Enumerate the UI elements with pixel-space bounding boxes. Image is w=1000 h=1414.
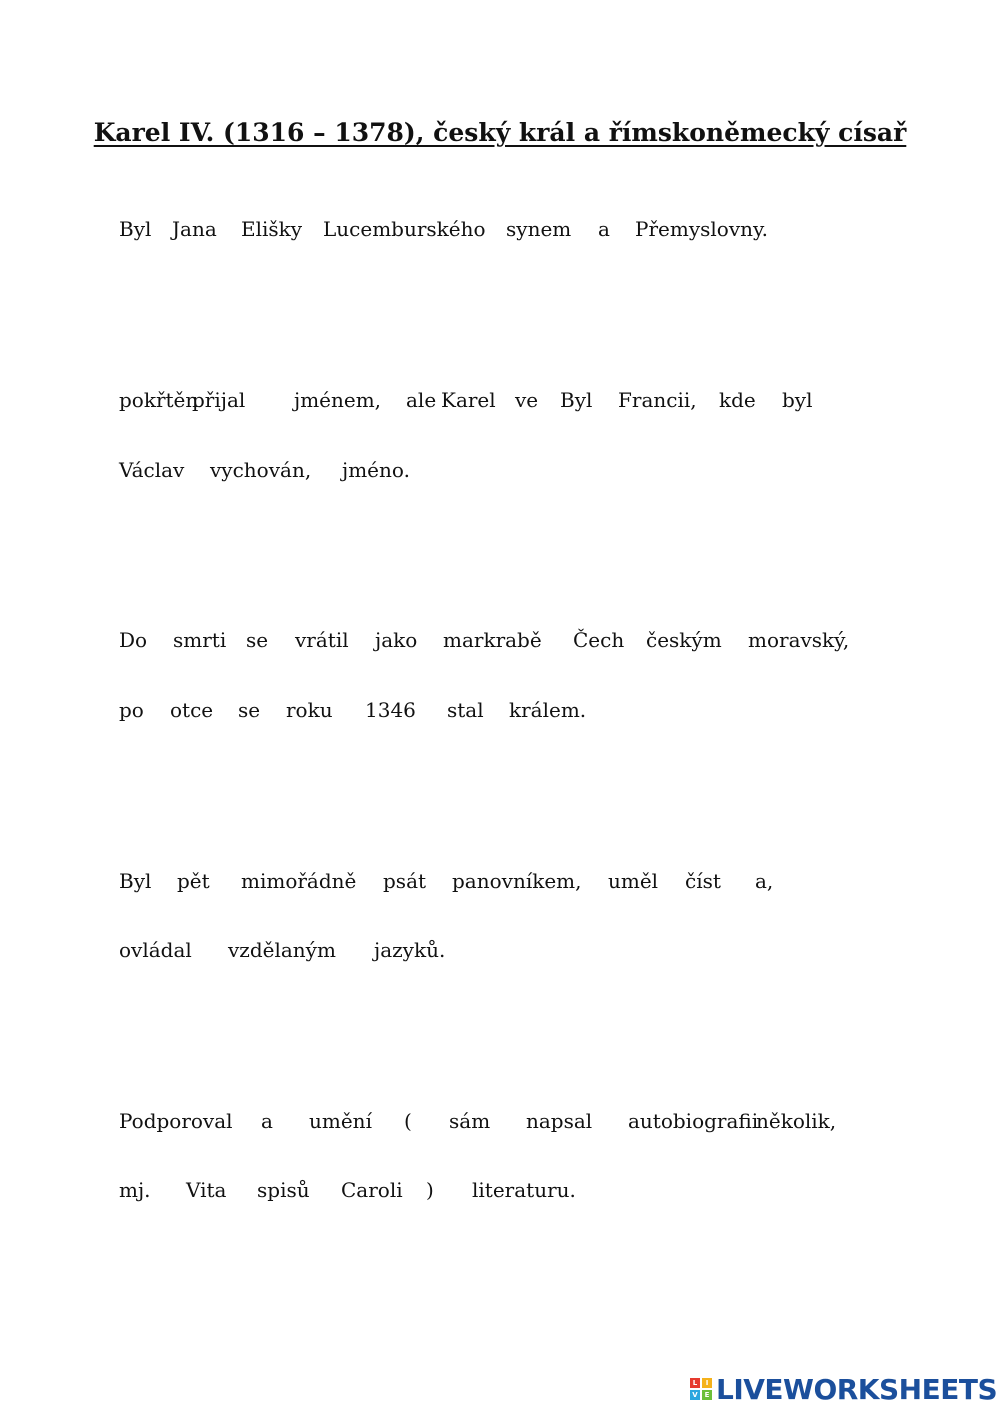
- text-line: [0, 1175, 1000, 1205]
- logo-block-e: E: [702, 1390, 712, 1400]
- word: jméno.: [342, 458, 410, 482]
- text-line: [0, 214, 1000, 244]
- word: Karel: [441, 388, 496, 412]
- word: ovládal: [119, 938, 192, 962]
- text-line: [0, 935, 1000, 965]
- word: sám: [449, 1109, 491, 1133]
- word: Byl: [119, 217, 152, 241]
- word: po: [119, 698, 144, 722]
- word: a: [261, 1109, 273, 1133]
- logo-block-l: L: [690, 1378, 700, 1388]
- word: se: [238, 698, 261, 722]
- logo-block-v: V: [690, 1390, 700, 1400]
- word: Byl: [119, 869, 152, 893]
- word: ): [426, 1178, 434, 1202]
- word: pět: [177, 869, 210, 893]
- text-line: [0, 385, 1000, 415]
- word: Francii,: [618, 388, 697, 412]
- word: jazyků.: [374, 938, 446, 962]
- word: se: [246, 628, 269, 652]
- word: několik,: [756, 1109, 837, 1133]
- logo-block-i: I: [702, 1378, 712, 1388]
- word: ale: [406, 388, 437, 412]
- word: roku: [286, 698, 333, 722]
- word: napsal: [526, 1109, 593, 1133]
- word: Václav: [119, 458, 185, 482]
- word: Lucemburského: [323, 217, 486, 241]
- logo-text: LIVEWORKSHEETS: [716, 1373, 998, 1406]
- word: Do: [119, 628, 148, 652]
- word: psát: [383, 869, 427, 893]
- word: přijal: [192, 388, 246, 412]
- word: synem: [506, 217, 572, 241]
- word: Čech: [573, 628, 625, 652]
- word: mimořádně: [241, 869, 357, 893]
- word: smrti: [173, 628, 227, 652]
- word: ve: [515, 388, 539, 412]
- word: umění: [309, 1109, 372, 1133]
- word: vychován,: [210, 458, 312, 482]
- word: kde: [719, 388, 756, 412]
- word: panovníkem,: [452, 869, 582, 893]
- word: Podporoval: [119, 1109, 233, 1133]
- word: 1346: [365, 698, 416, 722]
- word: vzdělaným: [228, 938, 336, 962]
- text-line: [0, 625, 1000, 655]
- word: pokřtěn: [119, 388, 199, 412]
- word: uměl: [608, 869, 659, 893]
- word: (: [404, 1109, 412, 1133]
- word: jménem,: [294, 388, 382, 412]
- word: jako: [375, 628, 418, 652]
- word: Caroli: [341, 1178, 403, 1202]
- page-title: Karel IV. (1316 – 1378), český král a římskoněmecký císař: [93, 118, 907, 147]
- text-line: [0, 1106, 1000, 1136]
- word: Jana: [172, 217, 217, 241]
- word: otce: [170, 698, 214, 722]
- word: českým: [646, 628, 722, 652]
- word: a,: [755, 869, 774, 893]
- word: moravský,: [748, 628, 850, 652]
- logo-blocks-icon: [690, 1378, 712, 1400]
- word: Elišky: [241, 217, 303, 241]
- word: spisů: [257, 1178, 310, 1202]
- text-line: [0, 455, 1000, 485]
- word: Byl: [560, 388, 593, 412]
- word: králem.: [509, 698, 587, 722]
- word: literaturu.: [472, 1178, 576, 1202]
- word: Vita: [186, 1178, 227, 1202]
- word: Přemyslovny.: [635, 217, 768, 241]
- liveworksheets-logo: [690, 1372, 998, 1408]
- word: markrabě: [443, 628, 542, 652]
- word: byl: [782, 388, 813, 412]
- word: vrátil: [295, 628, 349, 652]
- text-line: [0, 695, 1000, 725]
- text-line: [0, 866, 1000, 896]
- word: číst: [685, 869, 721, 893]
- word: autobiografii: [628, 1109, 759, 1133]
- word: stal: [447, 698, 484, 722]
- word: a: [598, 217, 610, 241]
- word: mj.: [119, 1178, 151, 1202]
